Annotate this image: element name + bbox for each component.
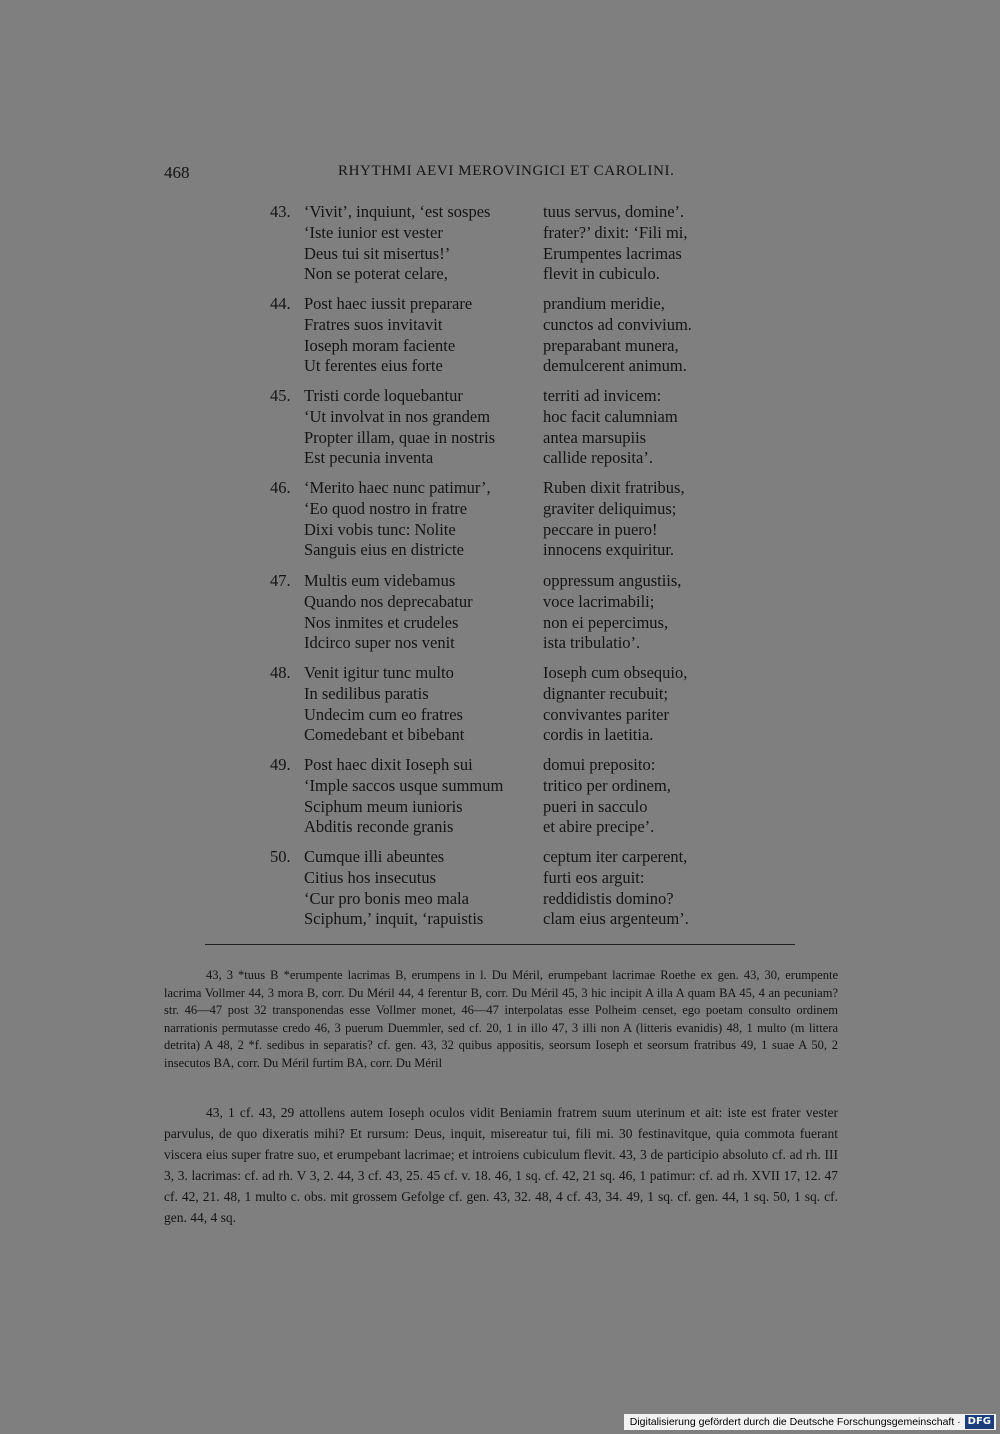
verse-first-half: Propter illam, quae in nostris [304,427,496,447]
verse-first-half: Venit igitur tunc multo [304,663,454,682]
stanza-number: 45. [270,386,291,405]
verse-first-half: Deus tui sit misertus!’ [304,243,451,263]
verse-second-half: ista tribulatio’. [543,633,641,653]
stanza-number: 49. [270,755,291,774]
verse-second-half: cordis in laetitia. [543,725,654,745]
verse-line [270,889,740,910]
commentary-text: 43, 1 cf. 43, 29 attollens autem Ioseph oculos vidit Beniamin fratrem suum uterinum et ait: iste est frater vester parvulus, de quo dixeratis mihi? Et rursum: Deus, inquit, misereatur tui, fili mi. 30 festinavitque, quia commota fuerant viscera eius super fratre suo, et erumpebant lacrimae; et introiens cubiculum flevit. 43, 3 de participio absoluto cf. ad rh. III 3, 3. lacrimas: cf. ad rh. V 3, 2. 44, 3 cf. 43, 25. 45 cf. v. 18. 46, 1 sq. cf. 42, 21 sq. 46, 1 patimur: cf. ad rh. XVII 17, 12. 47 cf. 42, 21. 48, 1 multo c. obs. mit grossem Gefolge cf. gen. 43, 32. 48, 4 cf. 43, 34. 49, 1 sq. cf. gen. 44, 1 sq. 50, 1 sq. cf. gen. 44, 4 sq. [164,1105,838,1225]
verse-line [270,202,740,223]
verse-first-half: Post haec iussit preparare [304,294,473,313]
verse-line [270,499,740,520]
verse-second-half: tritico per ordinem, [543,775,671,795]
verse-second-half: Ioseph cum obsequio, [543,663,688,682]
running-title: RHYTHMI AEVI MEROVINGICI ET CAROLINI. [338,163,675,179]
verse-first-half: ‘Vivit’, inquiunt, ‘est sospes [304,202,491,221]
verse-second-half: prandium meridie, [543,294,665,313]
verse-line [270,776,740,797]
verse-second-half: Erumpentes lacrimas [543,243,682,263]
verse-line [270,571,740,592]
verse-line [270,478,740,499]
verse-first-half: Non se poterat celare, [304,264,448,284]
verse-first-half: Idcirco super nos venit [304,633,455,653]
verse-first-half: Nos inmites et crudeles [304,612,459,632]
verse-second-half: ceptum iter carperent, [543,847,688,866]
verse-line [270,663,740,684]
verse-second-half: clam eius argenteum’. [543,909,689,929]
page-number: 468 [164,163,190,182]
stanza-number: 48. [270,663,291,682]
verse-first-half: Citius hos insecutus [304,867,437,887]
verse-first-half: ‘Merito haec nunc patimur’, [304,478,491,497]
stanza [270,294,740,377]
verse-line [270,386,740,407]
stanza-number: 50. [270,847,291,866]
commentary-notes [164,1102,838,1228]
stanza-number: 47. [270,571,291,590]
verse-first-half: Sciphum,’ inquit, ‘rapuistis [304,909,484,929]
verse-line [270,613,740,634]
verse-first-half: Dixi vobis tunc: Nolite [304,519,456,539]
stanza [270,663,740,746]
verse-first-half: Post haec dixit Ioseph sui [304,755,473,774]
verse-line [270,868,740,889]
verse-line [270,797,740,818]
verse-first-half: Abditis reconde granis [304,817,454,837]
dfg-logo: DFG [965,1415,994,1429]
verse-line [270,592,740,613]
verse-second-half: demulcerent animum. [543,356,687,376]
verse-second-half: Ruben dixit fratribus, [543,478,685,497]
verse-line [270,356,740,377]
verse-second-half: flevit in cubiculo. [543,264,660,284]
verse-first-half: ‘Eo quod nostro in fratre [304,498,468,518]
verse-line [270,725,740,746]
verse-second-half: tuus servus, domine’. [543,202,685,221]
verse-line [270,336,740,357]
verse-line [270,294,740,315]
verse-line [270,428,740,449]
verse-first-half: Undecim cum eo fratres [304,704,463,724]
verse-first-half: Multis eum videbamus [304,571,456,590]
verse-second-half: cunctos ad convivium. [543,314,692,334]
verse-line [270,244,740,265]
verse-second-half: dignanter recubuit; [543,683,669,703]
dfg-banner [624,1414,996,1430]
verse-second-half: non ei pepercimus, [543,612,669,632]
verse-line [270,540,740,561]
verse-line [270,407,740,428]
stanza-number: 44. [270,294,291,313]
stanza [270,847,740,930]
verse-first-half: Est pecunia inventa [304,448,434,468]
dfg-banner-text: Digitalisierung gefördert durch die Deutsche Forschungsgemeinschaft · [629,1416,961,1428]
verse-second-half: graviter deliquimus; [543,498,677,518]
verse-second-half: preparabant munera, [543,335,679,355]
verse-first-half: Tristi corde loquebantur [304,386,463,405]
verse-second-half: peccare in puero! [543,519,658,539]
footnote-rule [205,944,795,945]
verse-second-half: convivantes pariter [543,704,669,724]
verse-line [270,909,740,930]
verse-line [270,520,740,541]
verse-second-half: innocens exquiritur. [543,540,675,560]
verse-line [270,705,740,726]
verse-first-half: Quando nos deprecabatur [304,591,473,611]
stanza-number: 43. [270,202,291,221]
verse-second-half: reddidistis domino? [543,888,674,908]
verse-second-half: pueri in sacculo [543,796,648,816]
stanza [270,755,740,838]
apparatus-text: 43, 3 *tuus B *erumpente lacrimas B, erumpens in l. Du Méril, erumpebant lacrimae Roethe ex gen. 43, 30, erumpente lacrima Vollmer 44, 3 mora B, corr. Du Méril 44, 4 ferentur B, corr. Du Méril 45, 3 hic incipit A illa A quam BA 45, 4 an pecuniam? str. 46—47 post 32 transponendas esse Vollmer monet, 46—47 interpolatas esse Polheim censet, ego poetam consulto ordinem narrationis permutasse credo 46, 3 puerum Duemmler, sed cf. 20, 1 in illo 47, 3 illi non A (litteris evanidis) 48, 1 multo (m littera detrita) A 48, 2 *f. sedibus in separatis? cf. gen. 43, 32 quibus appositis, seorsum Ioseph et seorsum fratribus 49, 1 suae A 50, 2 insecutos BA, corr. Du Méril furtim BA, corr. Du Méril [164,968,838,1070]
verse-line [270,264,740,285]
verse-line [270,847,740,868]
verse-first-half: In sedilibus paratis [304,683,429,703]
verse-line [270,633,740,654]
verse-first-half: Ioseph moram faciente [304,335,456,355]
verse-first-half: ‘Ut involvat in nos grandem [304,406,491,426]
verse-first-half: Comedebant et bibebant [304,725,465,745]
critical-apparatus [164,967,838,1073]
verse-first-half: Sanguis eius en districte [304,540,464,560]
verse-first-half: Fratres suos invitavit [304,314,443,334]
verse-first-half: Ut ferentes eius forte [304,356,443,376]
verse-second-half: domui preposito: [543,755,656,774]
verse-second-half: hoc facit calumniam [543,406,678,426]
verse-line [270,448,740,469]
page-header [164,163,836,187]
stanza [270,202,740,285]
verse-first-half: Sciphum meum iunioris [304,796,463,816]
verse-line [270,684,740,705]
verse-first-half: ‘Imple saccos usque summum [304,775,504,795]
verse-line [270,223,740,244]
verse-line [270,817,740,838]
verse-second-half: et abire precipe’. [543,817,655,837]
verse-second-half: furti eos arguit: [543,867,645,887]
verse-second-half: antea marsupiis [543,427,647,447]
stanza [270,478,740,561]
verse-line [270,315,740,336]
verse-first-half: Cumque illi abeuntes [304,847,445,866]
verse-first-half: ‘Cur pro bonis meo mala [304,888,469,908]
verse-second-half: voce lacrimabili; [543,591,655,611]
stanza-number: 46. [270,478,291,497]
stanza [270,571,740,654]
verse-first-half: ‘Iste iunior est vester [304,222,443,242]
verse-second-half: territi ad invicem: [543,386,662,405]
verse-second-half: frater?’ dixit: ‘Fili mi, [543,222,688,242]
verse-second-half: callide reposita’. [543,448,653,468]
verse-second-half: oppressum angustiis, [543,571,682,590]
stanza [270,386,740,469]
verse-line [270,755,740,776]
